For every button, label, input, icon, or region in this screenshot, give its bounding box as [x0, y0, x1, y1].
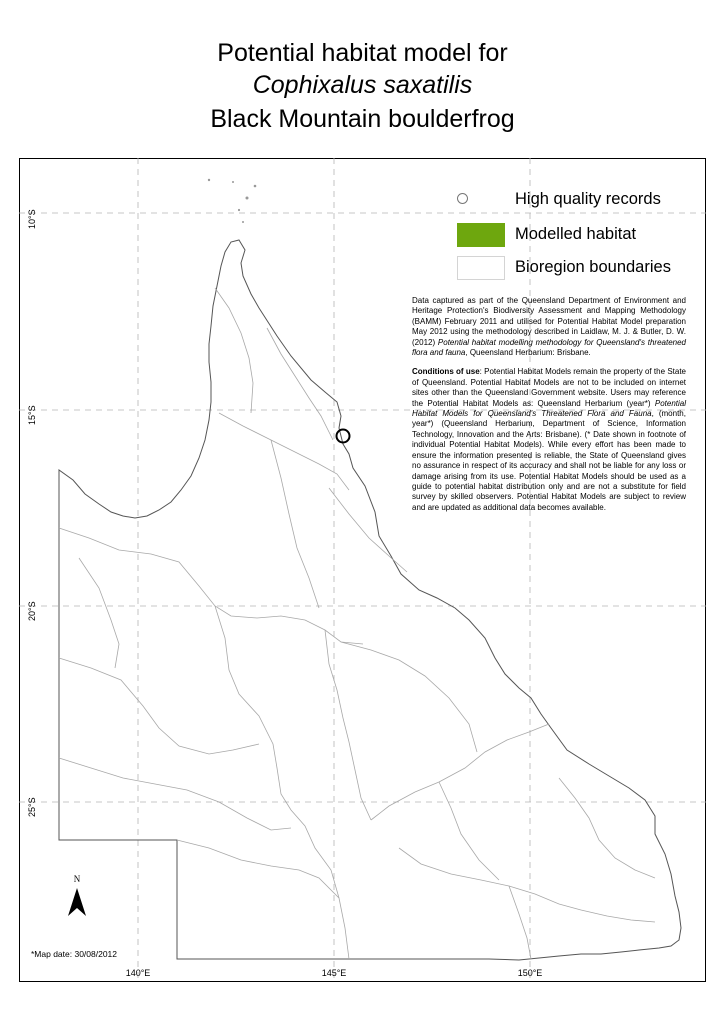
map-title-common-name: Black Mountain boulderfrog: [210, 105, 515, 133]
lat-label-15s: 15°S: [27, 405, 37, 425]
lon-label-150e: 150°E: [517, 968, 543, 978]
map-title-species: Cophixalus saxatilis: [252, 71, 473, 99]
map-title-line1: Potential habitat model for: [217, 39, 508, 67]
north-arrow: [64, 874, 90, 920]
legend-label-habitat: Modelled habitat: [515, 225, 637, 243]
record-circle-icon: [457, 193, 468, 204]
north-arrow-icon: [64, 886, 90, 920]
legend-label-records: High quality records: [515, 190, 661, 208]
lat-label-10s: 10°S: [27, 209, 37, 229]
lon-label-140e: 140°E: [125, 968, 151, 978]
map-date: *Map date: 30/08/2012: [31, 949, 118, 959]
bioregion-swatch-icon: [457, 256, 505, 280]
torres-strait-islands: [208, 179, 256, 223]
map-canvas: [19, 158, 706, 982]
high-quality-record-marker: [337, 430, 350, 443]
lat-label-25s: 25°S: [27, 797, 37, 817]
graticule: [19, 158, 706, 982]
data-source-paragraph: Data captured as part of the Queensland Department of Environment and Heritage Protection's Biodiversity Assessment and Mapping Methodology (BAMM) February 2011 and utilised for Potential Habitat Model preparation May 2012 using the methodology described in Laidlaw, M. J. & Butler, D. W. (2012) Potential habitat modelling methodology for Queensland's threatened flora and fauna, Queensland Herbarium: Brisbane.: [412, 296, 686, 358]
legend-label-bioregion: Bioregion boundaries: [515, 258, 671, 276]
habitat-swatch-icon: [457, 223, 505, 247]
north-label: N: [73, 874, 81, 884]
lon-label-145e: 145°E: [321, 968, 347, 978]
disclaimer-text: [412, 296, 686, 522]
conditions-paragraph: Conditions of use: Potential Habitat Models remain the property of the State of Queensland. Potential Habitat Models are not to be included on internet sites other than the Queensland Government website. Users may reference the Potential Habitat Models as: Queensland Herbarium (year*) Potential Habitat Models for Queensland's Threatened Flora and Fauna, (month, year*) (Queensland Herbarium, Department of Science, Information Technology, Innovation and the Arts: Brisbane). (* Date shown in footnote of individual Potential Habitat Models). While every effort has been made to ensure the information presented is reliable, the State of Queensland gives no assurance in respect of its accuracy and shall not be liable for any loss or damage arising from its use. Potential Habitat Models should be used as a guide to potential habitat distribution only and are not a substitute for field survey by skilled observers. Potential Habitat Models are subject to review and are updated as additional data becomes available.: [412, 367, 686, 512]
lat-label-20s: 20°S: [27, 601, 37, 621]
